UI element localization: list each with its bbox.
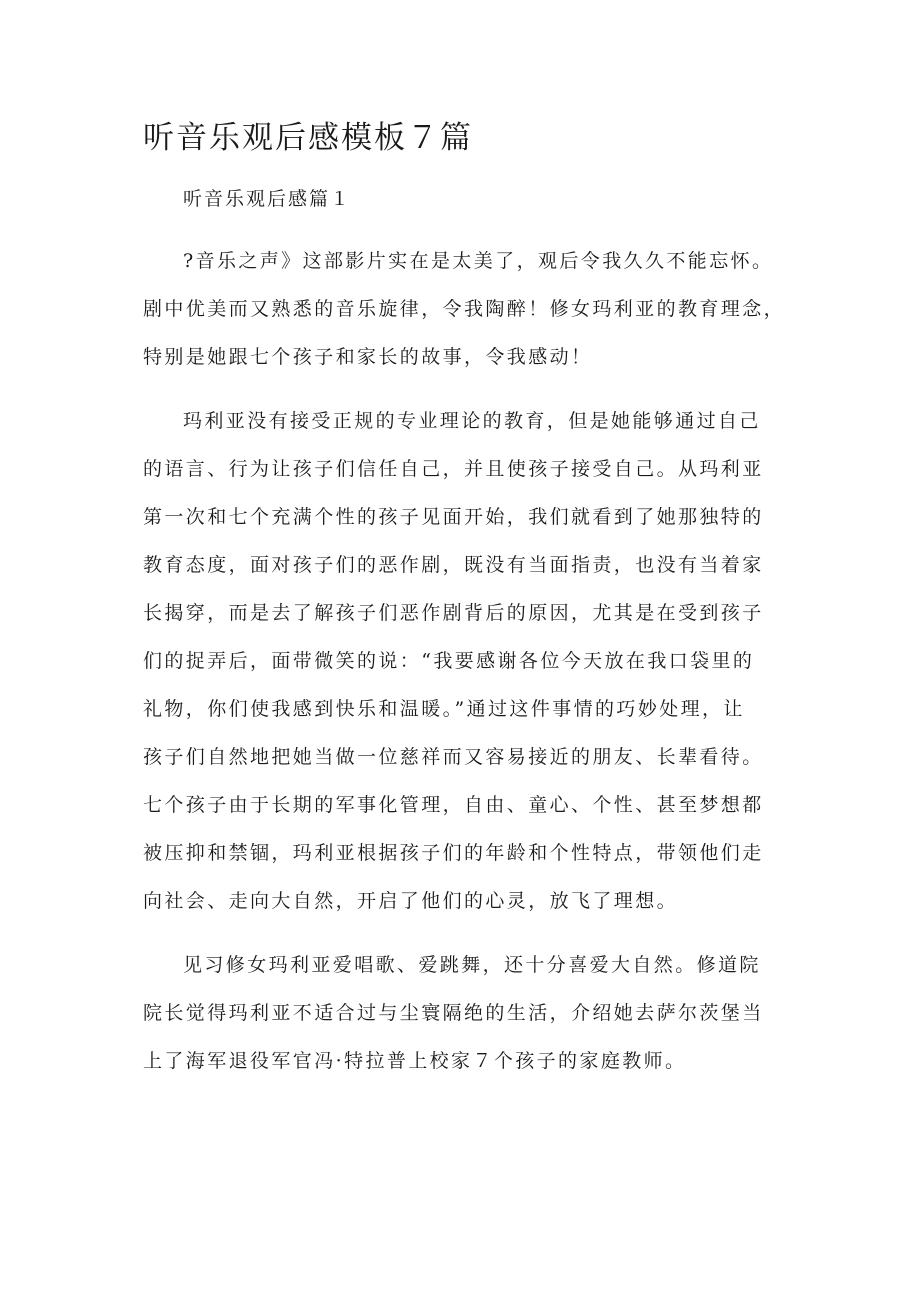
- paragraph-line: 教育态度，面对孩子们的恶作剧，既没有当面指责，也没有当着家: [143, 554, 764, 576]
- paragraph-line: 孩子们自然地把她当做一位慈祥而又容易接近的朋友、长辈看待。: [143, 746, 764, 768]
- paragraph-line: 第一次和七个充满个性的孩子见面开始，我们就看到了她那独特的: [143, 506, 764, 528]
- paragraph-line: 上了海军退役军官冯·特拉普上校家７个孩子的家庭教师。: [143, 1050, 687, 1072]
- paragraph-line: 礼物，你们使我感到快乐和温暖。”通过这件事情的巧妙处理，让: [143, 698, 745, 720]
- paragraph-line: 被压抑和禁锢，玛利亚根据孩子们的年龄和个性特点，带领他们走: [143, 842, 764, 864]
- paragraph-line: 们的捉弄后，面带微笑的说：“我要感谢各位今天放在我口袋里的: [143, 650, 755, 672]
- paragraph-line: 的语言、行为让孩子们信任自己，并且使孩子接受自己。从玛利亚: [143, 458, 764, 480]
- section-heading: 听音乐观后感篇１: [183, 188, 352, 210]
- paragraph-line: 向社会、走向大自然，开启了他们的心灵，放飞了理想。: [143, 890, 679, 912]
- document-title: 听音乐观后感模板７篇: [143, 120, 473, 156]
- paragraph-line: 院长觉得玛利亚不适合过与尘寰隔绝的生活，介绍她去萨尔茨堡当: [143, 1002, 764, 1024]
- paragraph-line: 特别是她跟七个孩子和家长的故事，令我感动！: [143, 346, 593, 368]
- paragraph-line: 七个孩子由于长期的军事化管理，自由、童心、个性、甚至梦想都: [143, 794, 764, 816]
- paragraph-line: 长揭穿，而是去了解孩子们恶作剧背后的原因，尤其是在受到孩子: [143, 602, 764, 624]
- paragraph-line: 见习修女玛利亚爱唱歌、爱跳舞，还十分喜爱大自然。修道院: [183, 954, 761, 976]
- paragraph-line: 剧中优美而又熟悉的音乐旋律，令我陶醉！修女玛利亚的教育理念，: [143, 298, 786, 320]
- paragraph-line: ?音乐之声》这部影片实在是太美了，观后令我久久不能忘怀。: [183, 250, 774, 272]
- paragraph-line: 玛利亚没有接受正规的专业理论的教育，但是她能够通过自己: [183, 410, 761, 432]
